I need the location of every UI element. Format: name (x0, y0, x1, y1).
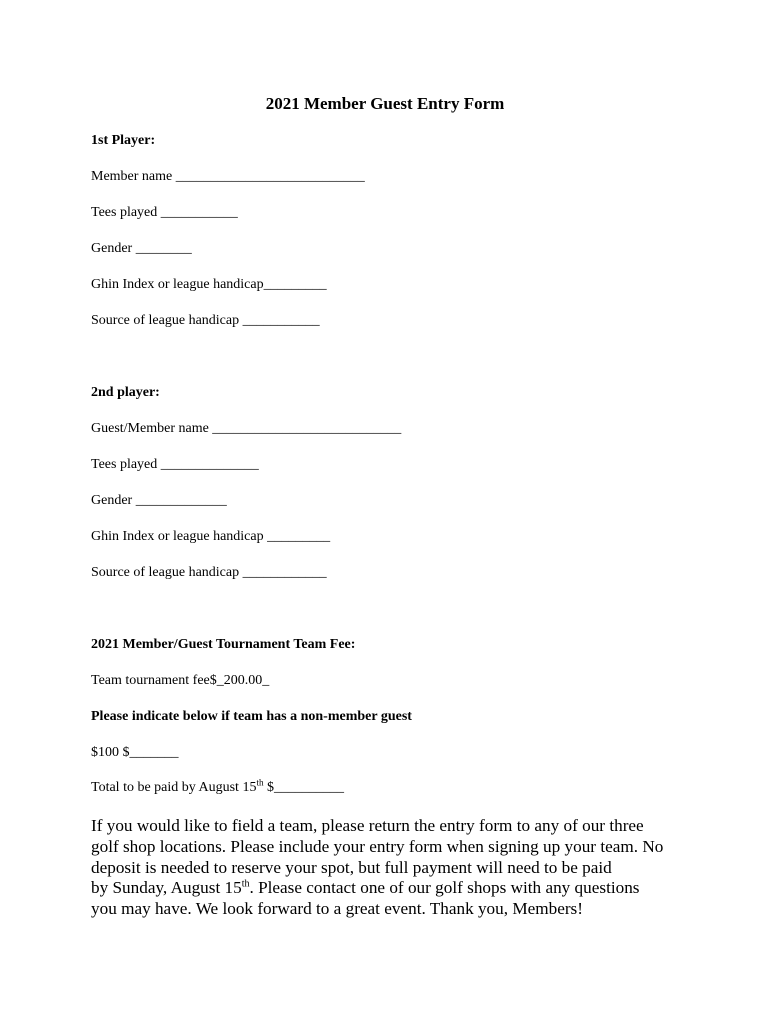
team-fee-line: Team tournament fee$_200.00_ (91, 673, 270, 688)
instructions-line (91, 878, 691, 899)
instructions-paragraph (91, 816, 691, 920)
total-due-ordinal: th (256, 777, 264, 788)
instructions-deadline-ordinal: th (241, 878, 250, 890)
total-due-text: Total to be paid by August 15 (91, 780, 257, 795)
nonmember-guest-note: Please indicate below if team has a non-member guest (91, 709, 412, 724)
instructions-contact-text: . Please contact one of our golf shops with any questions (249, 878, 640, 898)
player2-tees-played-field: Tees played ______________ (91, 457, 259, 472)
team-fee-heading: 2021 Member/Guest Tournament Team Fee: (91, 637, 356, 652)
player2-member-name-field: Guest/Member name ___________________________ (91, 421, 402, 436)
player2-handicap-source-field: Source of league handicap ____________ (91, 565, 327, 580)
player1-member-name-field: Member name ___________________________ (91, 169, 365, 184)
guest-fee-field: $100 $_______ (91, 745, 179, 760)
player1-gender-field: Gender ________ (91, 241, 192, 256)
instructions-deadline-text: by Sunday, August 15 (91, 878, 242, 898)
player1-handicap-field: Ghin Index or league handicap_________ (91, 277, 327, 292)
player2-gender-field: Gender _____________ (91, 493, 227, 508)
instructions-line: you may have. We look forward to a great event. Thank you, Members! (91, 899, 583, 919)
player2-handicap-field: Ghin Index or league handicap _________ (91, 529, 331, 544)
player1-handicap-source-field: Source of league handicap ___________ (91, 313, 320, 328)
player2-heading: 2nd player: (91, 385, 160, 400)
total-due-field (91, 779, 344, 797)
instructions-line: deposit is needed to reserve your spot, but full payment will need to be paid (91, 857, 612, 877)
form-title: 2021 Member Guest Entry Form (265, 94, 505, 113)
player1-heading: 1st Player: (91, 133, 156, 148)
instructions-line: golf shop locations. Please include your entry form when signing up your team. No (91, 836, 664, 856)
total-due-blank: $__________ (263, 780, 344, 795)
player1-tees-played-field: Tees played ___________ (91, 205, 238, 220)
instructions-line: If you would like to field a team, please return the entry form to any of our three (91, 816, 644, 835)
